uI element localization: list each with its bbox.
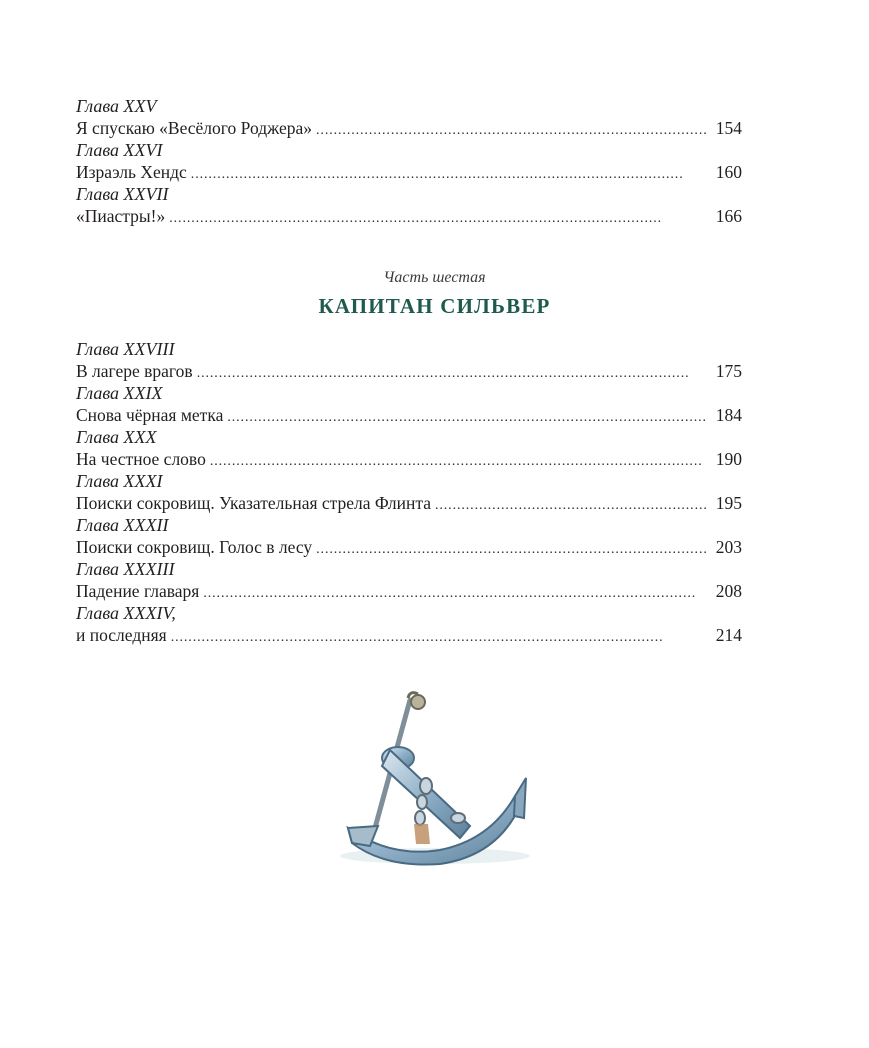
anchor-icon: [330, 678, 540, 878]
chapter-line: [76, 205, 742, 227]
page-number: 154: [715, 118, 742, 138]
chapter-label: Глава XXVIII: [76, 339, 175, 359]
chapter-title: В лагере врагов: [76, 361, 193, 381]
toc-entry[interactable]: [76, 514, 742, 558]
part-subtitle: Часть шестая: [383, 269, 486, 286]
chapter-title: Падение главаря: [76, 581, 200, 601]
chapter-label: Глава XXV: [76, 96, 157, 116]
chapter-line: [76, 360, 742, 382]
dot-leader: [169, 208, 706, 230]
chapter-title: Я спускаю «Весёлого Роджера»: [76, 118, 313, 138]
chapter-title: Снова чёрная метка: [76, 405, 224, 425]
dot-leader: [171, 627, 706, 649]
chapter-line: [76, 536, 742, 558]
toc-entry[interactable]: [76, 139, 742, 183]
dot-leader: [210, 451, 706, 473]
chapter-label: Глава XXXII: [76, 515, 169, 535]
chapter-title: «Пиастры!»: [76, 206, 166, 226]
toc-entry[interactable]: [76, 558, 742, 602]
chapter-line: [76, 580, 742, 602]
dot-leader: [316, 539, 706, 561]
toc-section-bottom: [76, 338, 742, 646]
chapter-label: Глава XXIX: [76, 383, 163, 403]
dot-leader: [203, 583, 706, 605]
anchor-illustration: [330, 678, 540, 878]
toc-entry[interactable]: [76, 602, 742, 646]
chapter-title: Израэль Хендс: [76, 162, 187, 182]
chapter-title: Поиски сокровищ. Голос в лесу: [76, 537, 313, 557]
page-number: 184: [715, 405, 742, 425]
chapter-label: Глава XXX: [76, 427, 157, 447]
toc-entry[interactable]: [76, 426, 742, 470]
chapter-label: Глава XXXIV,: [76, 603, 176, 623]
dot-leader: [435, 495, 706, 517]
toc-entry[interactable]: [76, 382, 742, 426]
toc-section-top: [76, 95, 742, 227]
page-number: 190: [715, 449, 742, 469]
toc-entry[interactable]: [76, 183, 742, 227]
chapter-line: [76, 161, 742, 183]
chapter-label: Глава XXXI: [76, 471, 163, 491]
page-number: 195: [715, 493, 742, 513]
page-number: 203: [715, 537, 742, 557]
page-number: 208: [715, 581, 742, 601]
toc-entry[interactable]: [76, 470, 742, 514]
chapter-label: Глава XXVI: [76, 140, 163, 160]
toc-entry[interactable]: [76, 95, 742, 139]
dot-leader: [316, 120, 706, 142]
page-number: 214: [715, 625, 742, 645]
dot-leader: [227, 407, 706, 429]
chapter-line: [76, 624, 742, 646]
page-number: 166: [715, 206, 742, 226]
dot-leader: [197, 363, 706, 385]
chapter-label: Глава XXXIII: [76, 559, 175, 579]
chapter-line: [76, 448, 742, 470]
chapter-label: Глава XXVII: [76, 184, 169, 204]
part-title: КАПИТАН СИЛЬВЕР: [318, 294, 551, 318]
page-number: 160: [715, 162, 742, 182]
chapter-line: [76, 117, 742, 139]
chapter-line: [76, 492, 742, 514]
toc-entry[interactable]: [76, 338, 742, 382]
chapter-title: На честное слово: [76, 449, 206, 469]
page-number: 175: [715, 361, 742, 381]
dot-leader: [191, 164, 706, 186]
chapter-title: и последняя: [76, 625, 167, 645]
chapter-line: [76, 404, 742, 426]
chapter-title: Поиски сокровищ. Указательная стрела Флинта: [76, 493, 431, 513]
